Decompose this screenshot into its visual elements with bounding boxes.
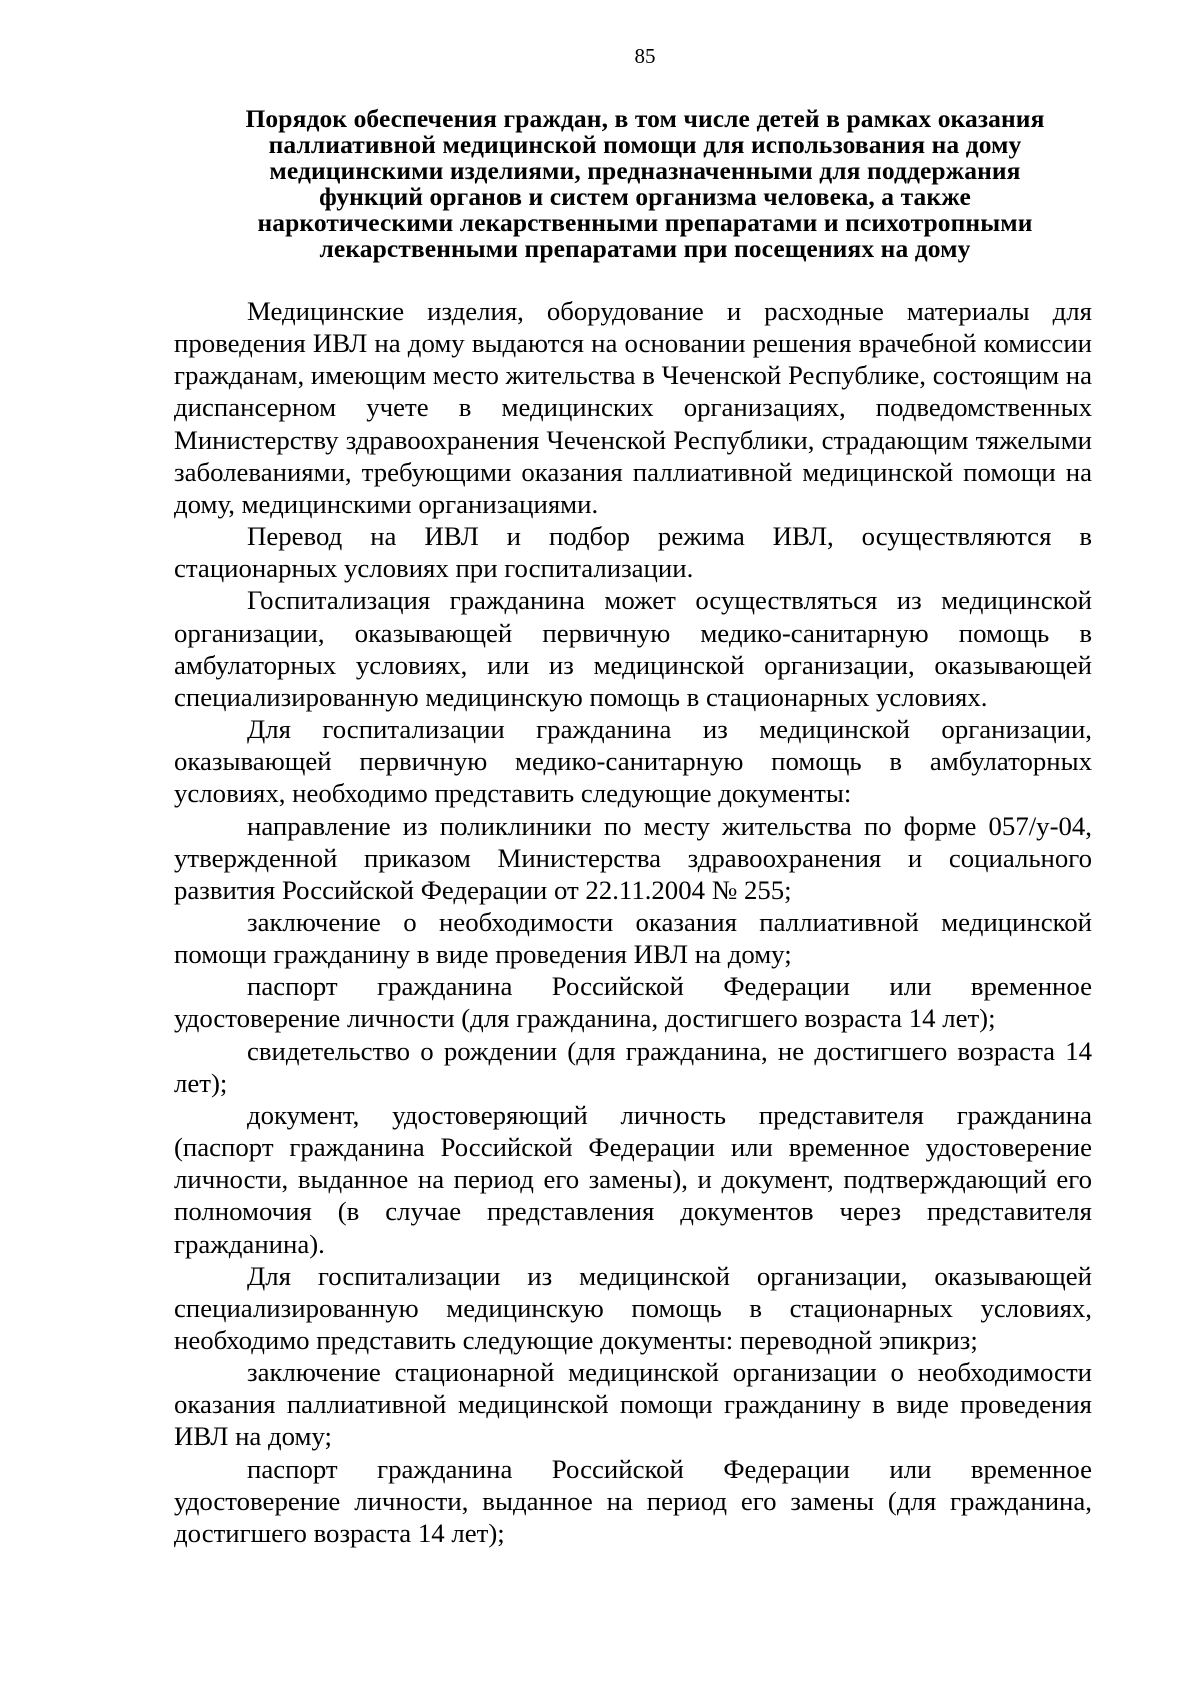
list-item: паспорт гражданина Российской Федерации или временное удостоверение личности, выданное на период его замены (для гражданина, достигшего возраста 14 лет); xyxy=(174,1453,1092,1548)
title-line: функций органов и систем организма человека, а также xyxy=(319,182,971,211)
paragraph: Для госпитализации гражданина из медицинской организации, оказывающей первичную медико-санитарную помощь в амбулаторных условиях, необходимо представить следующие документы: xyxy=(174,714,1092,809)
paragraph: Для госпитализации из медицинской организации, оказывающей специализированную медицинскую помощь в стационарных условиях, необходимо представить следующие документы: переводной эпикриз; xyxy=(174,1260,1092,1355)
page-number: 85 xyxy=(634,44,656,68)
list-item: направление из поликлиники по месту жительства по форме 057/у-04, утвержденной приказом Министерства здравоохранения и социального развития Российской Федерации от 22.11.2004 № 255; xyxy=(174,810,1092,905)
paragraph: Медицинские изделия, оборудование и расходные материалы для проведения ИВЛ на дому выдаются на основании решения врачебной комиссии гражданам, имеющим место жительства в Чеченской Республике, состоящим на диспансерном учете в медицинских организациях, подведомственных Министерству здравоохранения Чеченской Республики, страдающим тяжелыми заболеваниями, требующими оказания паллиативной медицинской помощи на дому, медицинскими организациями. xyxy=(174,296,1092,519)
paragraph: Перевод на ИВЛ и подбор режима ИВЛ, осуществляются в стационарных условиях при госпитализации. xyxy=(174,521,1092,584)
list-item: документ, удостоверяющий личность представителя гражданина (паспорт гражданина Российской Федерации или временное удостоверение личности, выданное на период его замены), и документ, подтверждающий его полномочия (в случае представления документов через представителя гражданина). xyxy=(174,1099,1092,1259)
title-line: Порядок обеспечения граждан, в том числе детей в рамках оказания xyxy=(245,104,1045,133)
list-item: заключение о необходимости оказания паллиативной медицинской помощи гражданину в виде проведения ИВЛ на дому; xyxy=(174,906,1092,970)
title-line: лекарственными препаратами при посещениях на дому xyxy=(319,234,971,263)
list-item: заключение стационарной медицинской организации о необходимости оказания паллиативной медицинской помощи гражданину в виде проведения ИВЛ на дому; xyxy=(174,1357,1092,1452)
document-title xyxy=(160,106,1130,262)
list-item: паспорт гражданина Российской Федерации или временное удостоверение личности (для гражданина, достигшего возраста 14 лет); xyxy=(174,971,1092,1034)
title-line: наркотическими лекарственными препаратами и психотропными xyxy=(257,208,1033,237)
title-line: медицинскими изделиями, предназначенными для поддержания xyxy=(269,156,1021,185)
document-body xyxy=(174,295,1092,1549)
list-item: свидетельство о рождении (для гражданина, не достигшего возраста 14 лет); xyxy=(174,1035,1092,1098)
paragraph: Госпитализация гражданина может осуществляться из медицинской организации, оказывающей первичную медико-санитарную помощь в амбулаторных условиях, или из медицинской организации, оказывающей специализированную медицинскую помощь в стационарных условиях. xyxy=(174,585,1092,712)
title-line: паллиативной медицинской помощи для использования на дому xyxy=(268,130,1022,159)
